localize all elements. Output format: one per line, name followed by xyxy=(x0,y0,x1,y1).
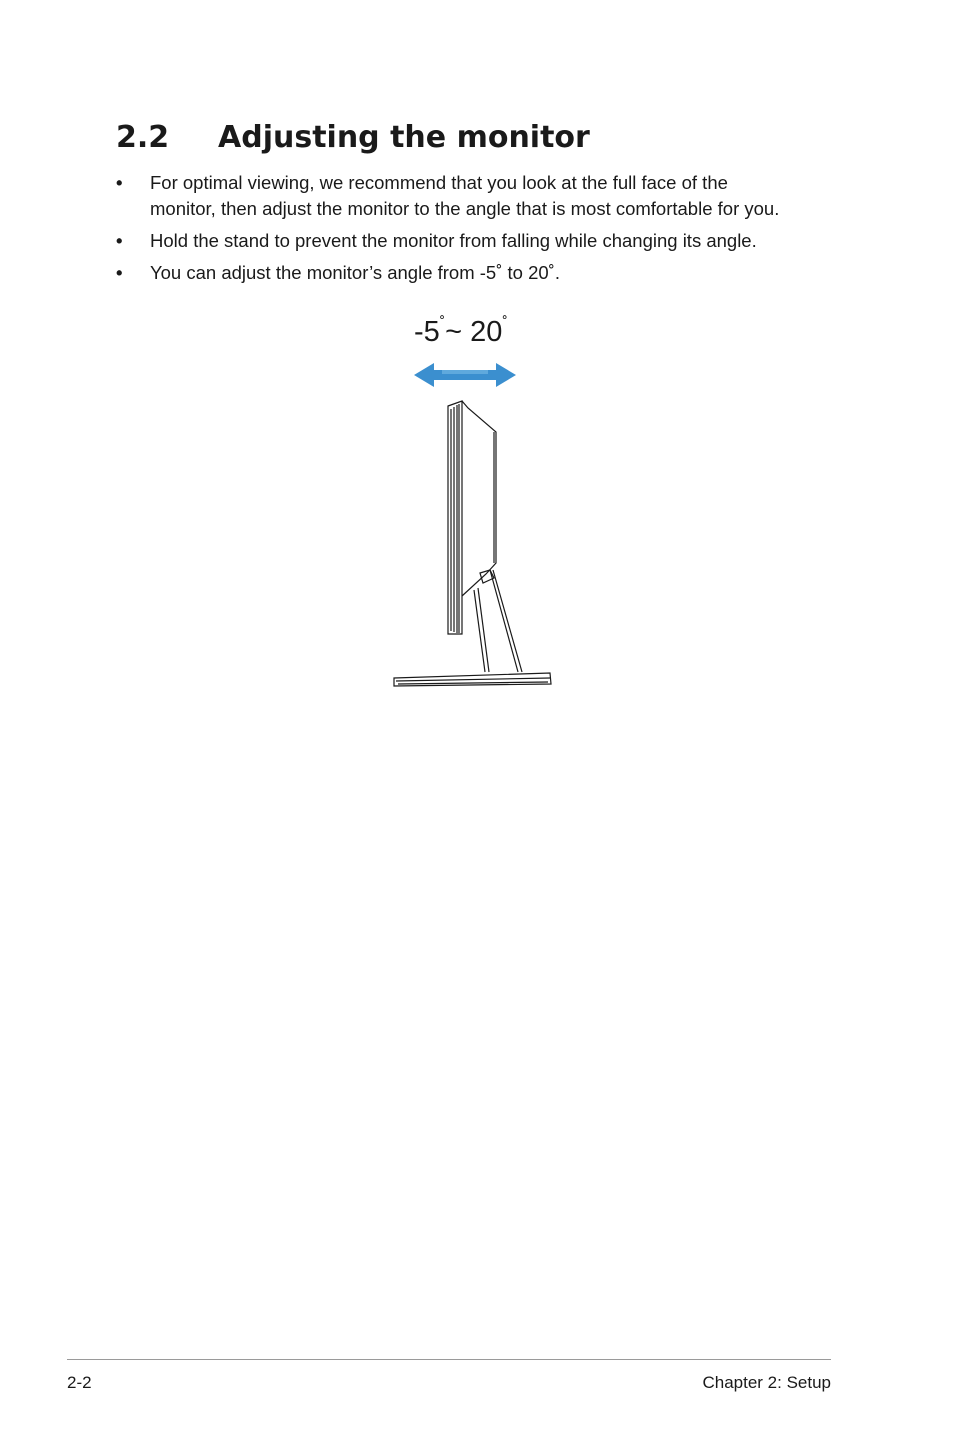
list-item-text-continued: monitor, then adjust the monitor to the angle that is most comfortable for you. xyxy=(150,198,780,219)
section-number: 2.2 xyxy=(116,120,170,155)
bullet-marker: • xyxy=(116,230,123,251)
section-title: Adjusting the monitor xyxy=(218,120,590,155)
footer-divider xyxy=(67,1359,831,1360)
tilt-min-value: -5 xyxy=(414,316,440,348)
monitor-tilt-figure xyxy=(390,308,570,698)
chapter-title: Chapter 2: Setup xyxy=(702,1373,831,1392)
list-item-text: You can adjust the monitor’s angle from -5˚ to 20˚. xyxy=(150,262,560,283)
bullet-marker: • xyxy=(116,262,123,283)
list-item xyxy=(116,228,836,254)
page-number: 2-2 xyxy=(67,1373,92,1392)
list-item xyxy=(116,260,836,286)
instruction-list xyxy=(116,170,836,292)
list-item xyxy=(116,170,836,222)
list-item-text: Hold the stand to prevent the monitor from falling while changing its angle. xyxy=(150,230,757,251)
degree-mark: ˚ xyxy=(502,315,508,332)
tilt-direction-arrow-icon xyxy=(414,363,516,387)
monitor-side-view-icon xyxy=(394,401,551,686)
list-item-text: For optimal viewing, we recommend that you look at the full face of the xyxy=(150,172,728,193)
tilt-max-value: ~ 20 xyxy=(445,316,503,348)
tilt-range-label xyxy=(414,315,508,348)
section-heading xyxy=(116,118,590,158)
bullet-marker: • xyxy=(116,172,123,193)
degree-mark: ˚ xyxy=(439,315,446,332)
